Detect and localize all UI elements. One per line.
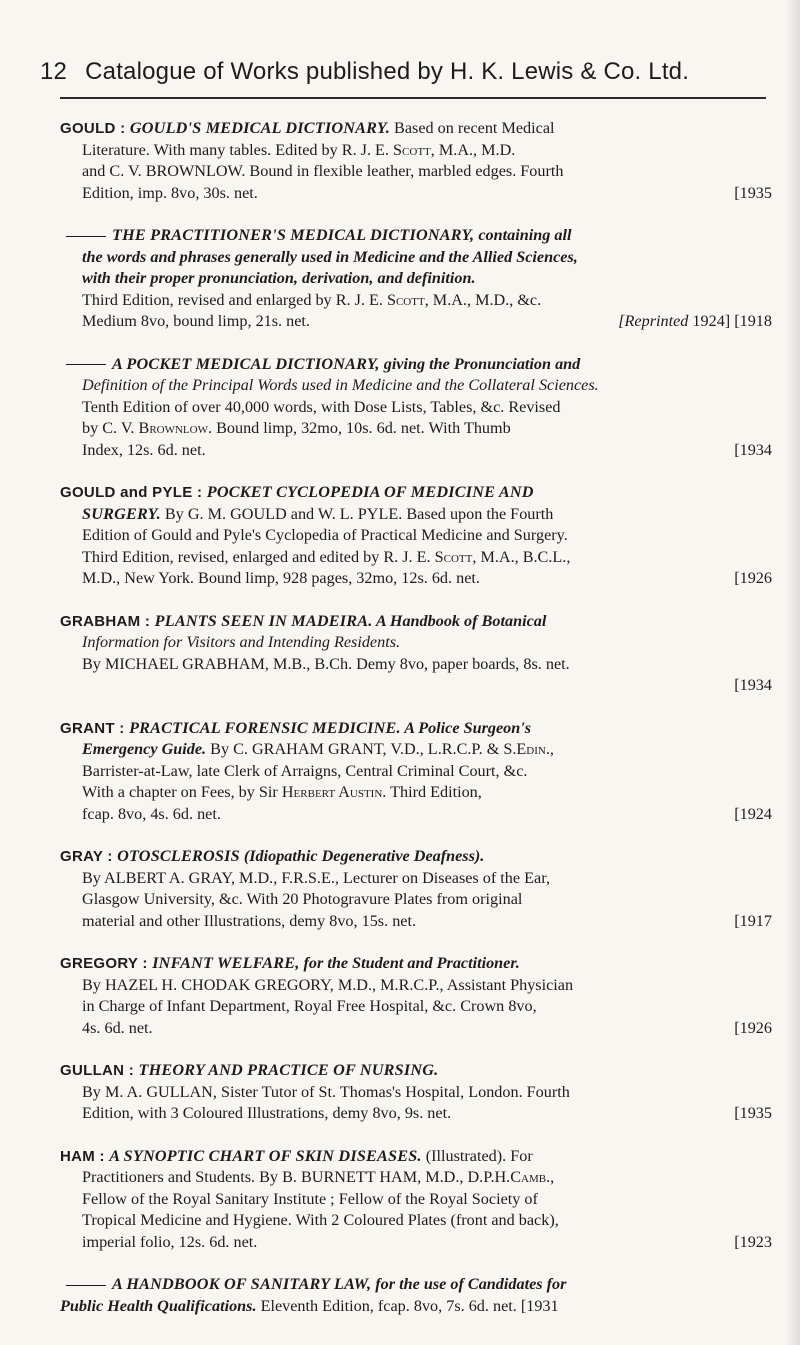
entry-line: Third Edition, revised, enlarged and edited by R. J. E. Scott, M.A., B.C.L.,	[82, 547, 571, 566]
entry-line: By M. A. GULLAN, Sister Tutor of St. Thomas's Hospital, London. Fourth	[82, 1082, 570, 1101]
entry-line: Glasgow University, &c. With 20 Photogravure Plates from original	[82, 890, 523, 908]
catalogue-entry	[60, 611, 772, 697]
catalogue-entry	[60, 953, 772, 1039]
publication-year: [1926	[734, 1018, 772, 1037]
entry-line: Practitioners and Students. By B. BURNETT HAM, M.D., D.P.H.Camb.,	[82, 1168, 555, 1186]
catalogue-entry	[60, 118, 772, 204]
catalogue-entry	[60, 1274, 772, 1317]
catalogue-entry	[60, 354, 772, 462]
entry-line: Edition of Gould and Pyle's Cyclopedia of Practical Medicine and Surgery.	[82, 526, 568, 544]
publication-year: [1934	[734, 676, 772, 694]
entry-line: fcap. 8vo, 4s. 6d. net. [1924	[60, 804, 772, 826]
entry-line: material and other Illustrations, demy 8vo, 15s. net. [1917	[60, 911, 772, 933]
entry-line: Edition, with 3 Coloured Illustrations, demy 8vo, 9s. net. [1935	[60, 1103, 772, 1125]
entry-line: With a chapter on Fees, by Sir Herbert Austin. Third Edition,	[82, 783, 482, 801]
catalogue-entry	[60, 718, 772, 826]
entry-line: Information for Visitors and Intending Residents.	[82, 633, 401, 651]
entry-line: by C. V. Brownlow. Bound limp, 32mo, 10s. 6d. net. With Thumb	[82, 419, 511, 437]
entry-line: GRAY : OTOSCLEROSIS (Idiopathic Degenerative Deafness).	[60, 847, 485, 865]
entry-line: GOULD : GOULD'S MEDICAL DICTIONARY. Based on recent Medical	[60, 119, 555, 137]
header-title: Catalogue of Works published by H. K. Lewis & Co. Ltd.	[85, 58, 690, 85]
page-edge-shadow	[786, 0, 800, 1345]
entry-line: Emergency Guide. By C. GRAHAM GRANT, V.D., L.R.C.P. & S.Edin.,	[82, 740, 554, 758]
entry-line: GULLAN : THEORY AND PRACTICE OF NURSING.	[60, 1061, 439, 1079]
entry-line: M.D., New York. Bound limp, 928 pages, 32mo, 12s. 6d. net. [1926	[60, 568, 772, 590]
entry-line	[60, 675, 772, 697]
entry-line: Literature. With many tables. Edited by R. J. E. Scott, M.A., M.D.	[82, 140, 516, 159]
entry-line: GOULD and PYLE : POCKET CYCLOPEDIA OF MEDICINE AND	[60, 483, 534, 501]
catalogue-entry	[60, 225, 772, 333]
entry-line: A POCKET MEDICAL DICTIONARY, giving the Pronunciation and	[60, 354, 772, 376]
catalogue-entry	[60, 1060, 772, 1125]
page-number: 12	[40, 58, 68, 85]
publication-year: [1926	[734, 569, 772, 587]
entry-line: imperial folio, 12s. 6d. net. [1923	[60, 1232, 772, 1254]
entry-line: THE PRACTITIONER'S MEDICAL DICTIONARY, containing all	[60, 225, 772, 247]
catalogue-entry	[60, 846, 772, 932]
publication-year: [1935	[734, 183, 772, 202]
catalogue-entries	[60, 118, 772, 1317]
catalogue-entry	[60, 1146, 772, 1254]
entry-line: Medium 8vo, bound limp, 21s. net. [Reprinted 1924] [1918	[60, 311, 772, 333]
entry-line: GRABHAM : PLANTS SEEN IN MADEIRA. A Handbook of Botanical	[60, 611, 547, 630]
ditto-dash	[66, 236, 106, 237]
ditto-dash	[66, 1285, 106, 1286]
entry-line: By ALBERT A. GRAY, M.D., F.R.S.E., Lecturer on Diseases of the Ear,	[82, 868, 550, 887]
entry-line: Public Health Qualifications. Eleventh Edition, fcap. 8vo, 7s. 6d. net. [1931	[60, 1296, 559, 1315]
publication-year: [1934	[734, 440, 772, 459]
entry-line: GRANT : PRACTICAL FORENSIC MEDICINE. A Police Surgeon's	[60, 718, 532, 737]
entry-line: with their proper pronunciation, derivation, and definition.	[82, 269, 476, 287]
entry-line: Tenth Edition of over 40,000 words, with Dose Lists, Tables, &c. Revised	[82, 397, 561, 416]
publication-year: [1917	[734, 911, 772, 930]
entry-line: Tropical Medicine and Hygiene. With 2 Coloured Plates (front and back),	[82, 1211, 559, 1229]
entry-line: Definition of the Principal Words used in Medicine and the Collateral Sciences.	[82, 376, 599, 394]
catalogue-entry	[60, 482, 772, 590]
running-header	[40, 58, 775, 86]
entry-line: Fellow of the Royal Sanitary Institute ; Fellow of the Royal Society of	[82, 1189, 538, 1208]
ditto-dash	[66, 364, 106, 365]
entry-line: SURGERY. By G. M. GOULD and W. L. PYLE. Based upon the Fourth	[82, 504, 554, 523]
entry-line: Index, 12s. 6d. net. [1934	[60, 440, 772, 462]
entry-line: HAM : A SYNOPTIC CHART OF SKIN DISEASES. (Illustrated). For	[60, 1146, 533, 1165]
entry-line: and C. V. BROWNLOW. Bound in flexible leather, marbled edges. Fourth	[82, 162, 564, 180]
entry-line: Edition, imp. 8vo, 30s. net. [1935	[60, 183, 772, 205]
publication-year: [1923	[734, 1232, 772, 1251]
entry-line: A HANDBOOK OF SANITARY LAW, for the use of Candidates for	[60, 1274, 772, 1296]
entry-line: 4s. 6d. net. [1926	[60, 1018, 772, 1040]
publication-year: [1935	[734, 1104, 772, 1122]
header-rule	[60, 97, 766, 99]
publication-year: [1924	[734, 804, 772, 823]
entry-line: By HAZEL H. CHODAK GREGORY, M.D., M.R.C.P., Assistant Physician	[82, 975, 574, 994]
entry-line: By MICHAEL GRABHAM, M.B., B.Ch. Demy 8vo, paper boards, 8s. net.	[82, 654, 570, 673]
entry-line: Third Edition, revised and enlarged by R. J. E. Scott, M.A., M.D., &c.	[82, 290, 542, 309]
publication-year: [Reprinted 1924] [1918	[618, 312, 772, 330]
entry-line: the words and phrases generally used in Medicine and the Allied Sciences,	[82, 247, 578, 266]
entry-line: in Charge of Infant Department, Royal Free Hospital, &c. Crown 8vo,	[82, 997, 537, 1015]
entry-line: Barrister-at-Law, late Clerk of Arraigns, Central Criminal Court, &c.	[82, 761, 528, 780]
entry-line: GREGORY : INFANT WELFARE, for the Student and Practitioner.	[60, 954, 520, 972]
